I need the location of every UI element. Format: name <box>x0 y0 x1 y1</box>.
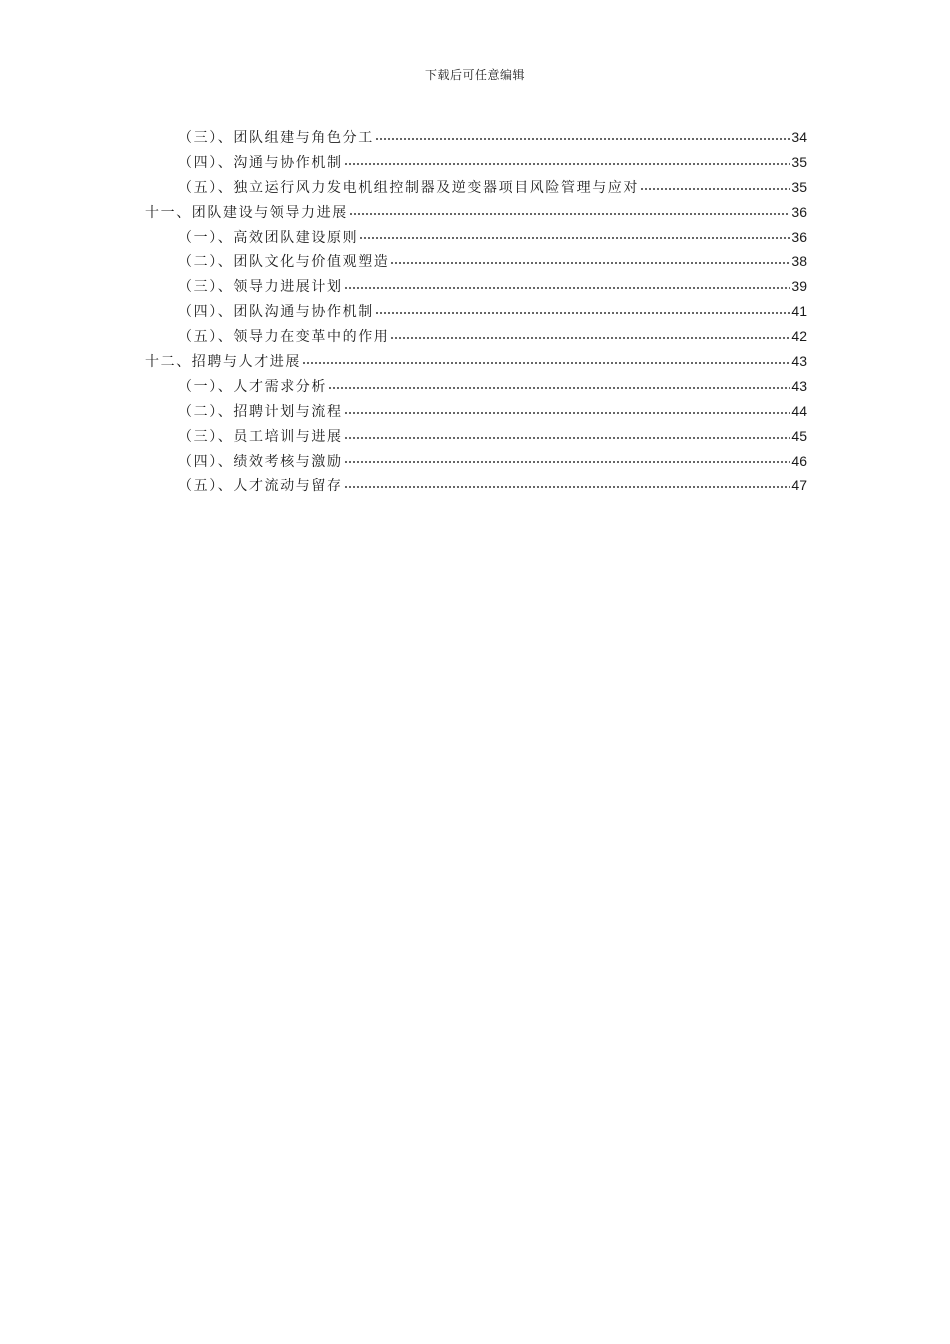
toc-entry[interactable] <box>145 175 807 200</box>
toc-entry[interactable] <box>145 374 807 399</box>
toc-entry[interactable] <box>145 324 807 349</box>
dot-leader <box>390 262 790 264</box>
toc-entry-page-number: 45 <box>791 427 807 444</box>
dot-leader <box>344 163 791 165</box>
toc-entry-page-number: 34 <box>791 129 807 145</box>
toc-entry[interactable] <box>145 125 807 150</box>
dot-leader <box>344 437 791 439</box>
toc-entry-page-number: 42 <box>791 328 807 345</box>
toc-entry-label: （四）、绩效考核与激励 <box>178 453 343 470</box>
toc-entry-label: （五）、领导力在变革中的作用 <box>178 329 390 346</box>
toc-entry-label: （三）、团队组建与角色分工 <box>178 130 374 146</box>
dot-leader <box>302 362 790 364</box>
toc-entry-label: （五）、人才流动与留存 <box>178 478 343 495</box>
toc-entry-label: （四）、团队沟通与协作机制 <box>178 304 374 321</box>
toc-entry-label: （五）、独立运行风力发电机组控制器及逆变器项目风险管理与应对 <box>178 179 639 196</box>
toc-entry-page-number: 36 <box>791 203 807 220</box>
dot-leader <box>375 312 791 314</box>
toc-entry-page-number: 35 <box>791 153 807 170</box>
toc-entry-page-number: 38 <box>791 253 807 270</box>
toc-entry-label: （三）、员工培训与进展 <box>178 428 343 445</box>
toc-entry-label: （二）、团队文化与价值观塑造 <box>178 254 390 271</box>
toc-entry-label: （四）、沟通与协作机制 <box>178 154 343 171</box>
toc-entry[interactable] <box>145 399 807 424</box>
toc-entry-page-number: 43 <box>791 353 807 370</box>
toc-entry-page-number: 39 <box>791 278 807 295</box>
toc-entry[interactable] <box>145 473 807 498</box>
dot-leader <box>344 287 791 289</box>
toc-entry[interactable] <box>145 150 807 175</box>
toc-entry-page-number: 46 <box>791 452 807 469</box>
toc-entry-label: （三）、领导力进展计划 <box>178 279 343 296</box>
toc-entry[interactable] <box>145 200 807 225</box>
toc-entry[interactable] <box>145 274 807 299</box>
toc-entry-page-number: 41 <box>791 303 807 320</box>
toc-entry-page-number: 35 <box>791 178 807 195</box>
dot-leader <box>375 138 791 140</box>
toc-entry[interactable] <box>145 249 807 274</box>
toc-entry[interactable] <box>145 225 807 250</box>
toc-entry-page-number: 47 <box>791 477 807 494</box>
toc-entry[interactable] <box>145 349 807 374</box>
toc-entry[interactable] <box>145 424 807 449</box>
toc-entry-page-number: 43 <box>791 377 807 394</box>
toc-entry-label: （二）、招聘计划与流程 <box>178 403 343 420</box>
toc-entry-label: 十二、招聘与人才进展 <box>145 354 301 371</box>
toc-entry-label: 十一、团队建设与领导力进展 <box>145 204 348 221</box>
dot-leader <box>349 213 791 215</box>
toc-entry-label: （一）、人才需求分析 <box>178 378 327 395</box>
toc-entry-label: （一）、高效团队建设原则 <box>178 229 359 246</box>
dot-leader <box>344 412 791 414</box>
toc-entry-page-number: 36 <box>791 228 807 245</box>
dot-leader <box>328 387 790 389</box>
toc-entry-page-number: 44 <box>791 402 807 419</box>
dot-leader <box>344 461 791 463</box>
toc-entry[interactable] <box>145 299 807 324</box>
toc-entry[interactable] <box>145 449 807 474</box>
dot-leader <box>390 337 790 339</box>
dot-leader <box>359 237 790 239</box>
dot-leader <box>344 486 791 488</box>
page-header: 下载后可任意编辑 <box>424 68 525 82</box>
table-of-contents <box>145 125 807 498</box>
dot-leader <box>640 188 790 190</box>
